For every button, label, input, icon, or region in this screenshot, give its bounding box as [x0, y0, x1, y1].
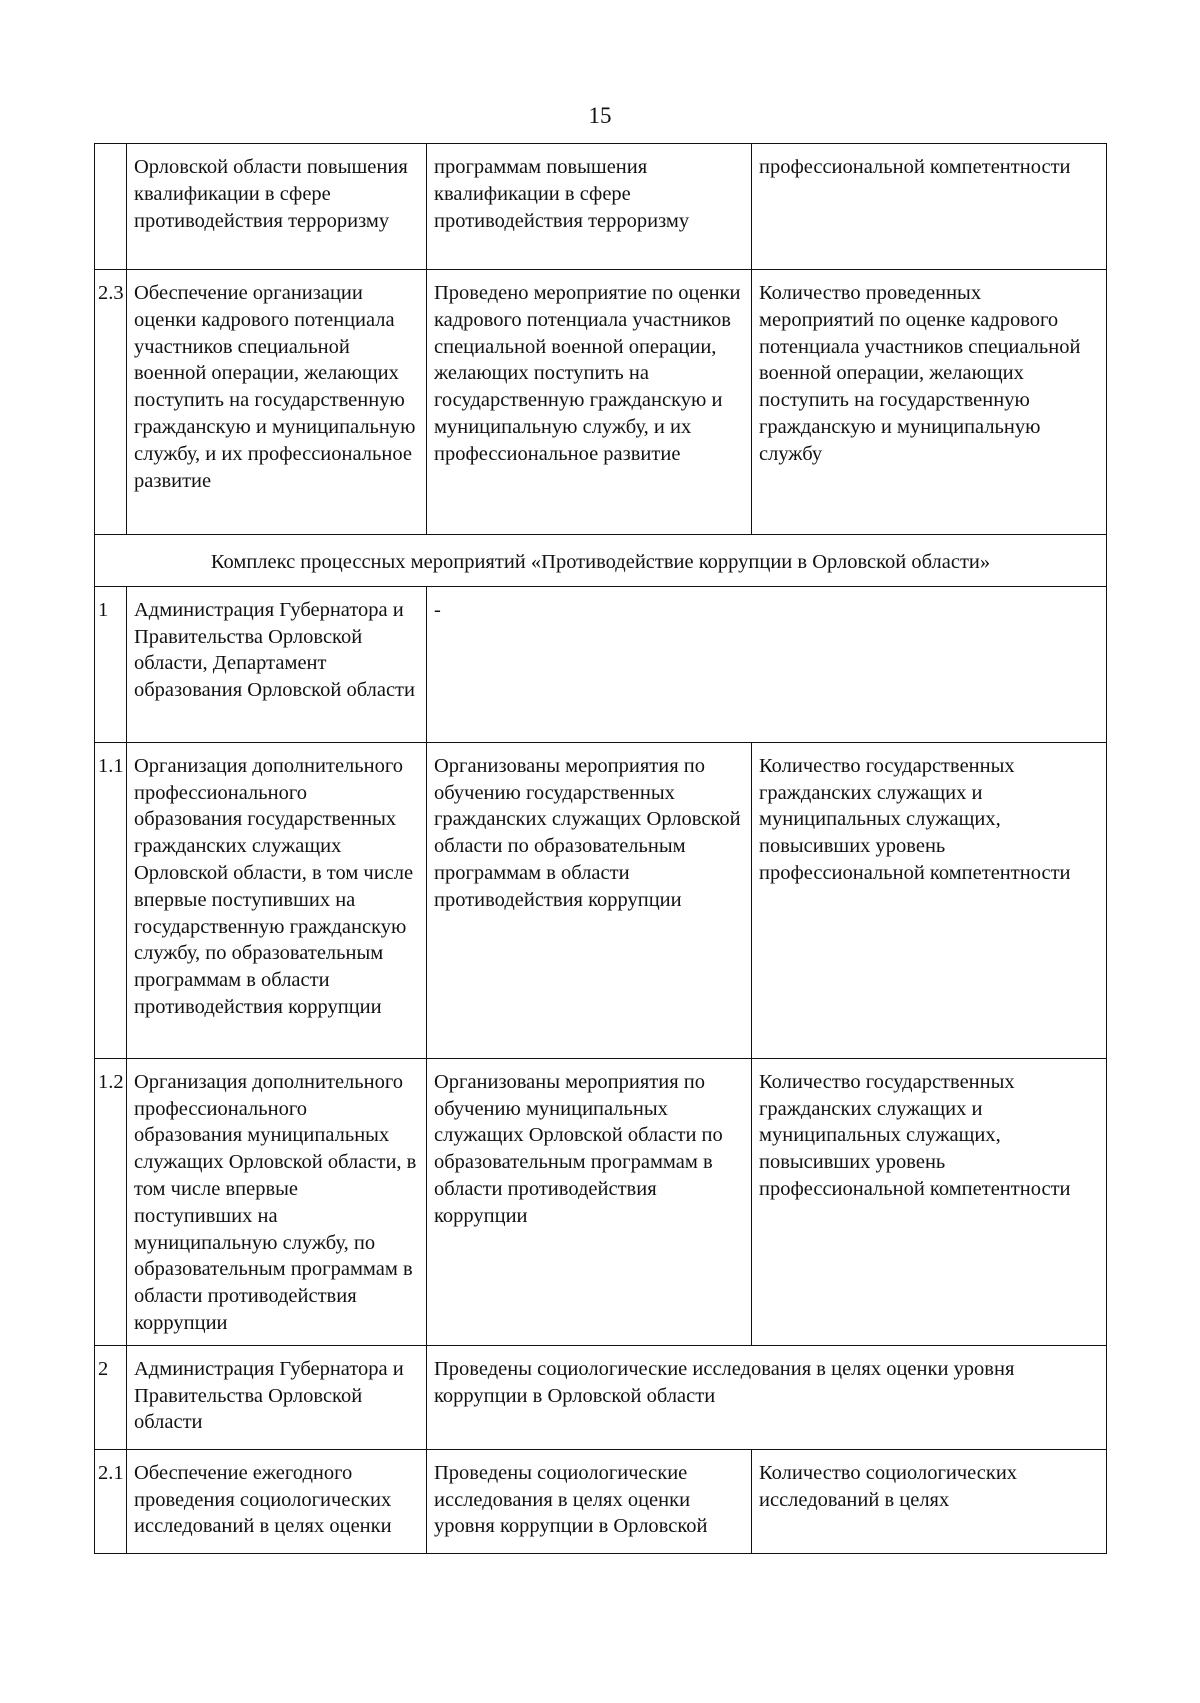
- merged-result-cell: -: [427, 586, 1107, 742]
- row-number: 1.2: [95, 1058, 127, 1345]
- table-row: [95, 1058, 1107, 1345]
- row-number: 2.3: [95, 270, 127, 535]
- activity-cell: Администрация Губернатора и Правительства Орловской области: [127, 1345, 427, 1449]
- indicator-cell: профессиональной компетентности: [752, 144, 1107, 270]
- activity-cell: Администрация Губернатора и Правительства Орловской области, Департамент образования Орловской области: [127, 586, 427, 742]
- row-number: 1.1: [95, 742, 127, 1058]
- indicator-cell: Количество социологических исследований в целях: [752, 1449, 1107, 1553]
- table-row: [95, 742, 1107, 1058]
- activity-cell: Обеспечение ежегодного проведения социологических исследований в целях оценки: [127, 1449, 427, 1553]
- measures-table: [94, 143, 1107, 1554]
- result-cell: Проведено мероприятие по оценки кадрового потенциала участников специальной военной операции, желающих поступить на государственную гражданскую и муниципальную службу, и их профессиональное развитие: [427, 270, 752, 535]
- section-row: [95, 535, 1107, 587]
- result-cell: Проведены социологические исследования в целях оценки уровня коррупции в Орловской: [427, 1449, 752, 1553]
- indicator-cell: Количество государственных гражданских служащих и муниципальных служащих, повысивших уровень профессиональной компетентности: [752, 1058, 1107, 1345]
- page-number: 15: [588, 103, 612, 128]
- row-number: 1: [95, 586, 127, 742]
- indicator-cell: Количество проведенных мероприятий по оценке кадрового потенциала участников специальной военной операции, желающих поступить на государственную гражданскую и муниципальную службу: [752, 270, 1107, 535]
- merged-result-cell: Проведены социологические исследования в целях оценки уровня коррупции в Орловской области: [427, 1345, 1107, 1449]
- row-number: [95, 144, 127, 270]
- table-row: [95, 586, 1107, 742]
- row-number: 2: [95, 1345, 127, 1449]
- row-number: 2.1: [95, 1449, 127, 1553]
- activity-cell: Обеспечение организации оценки кадрового потенциала участников специальной военной операции, желающих поступить на государственную гражданскую и муниципальную службу, и их профессиональное развитие: [127, 270, 427, 535]
- section-heading: Комплекс процессных мероприятий «Противодействие коррупции в Орловской области»: [95, 535, 1107, 587]
- result-cell: Организованы мероприятия по обучению государственных гражданских служащих Орловской области по образовательным программам в области противодействия коррупции: [427, 742, 752, 1058]
- result-cell: программам повышения квалификации в сфере противодействия терроризму: [427, 144, 752, 270]
- table-row: [95, 1449, 1107, 1553]
- indicator-cell: Количество государственных гражданских служащих и муниципальных служащих, повысивших уровень профессиональной компетентности: [752, 742, 1107, 1058]
- result-cell: Организованы мероприятия по обучению муниципальных служащих Орловской области по образовательным программам в области противодействия коррупции: [427, 1058, 752, 1345]
- table-row: [95, 270, 1107, 535]
- activity-cell: Организация дополнительного профессионального образования государственных гражданских служащих Орловской области, в том числе впервые поступивших на государственную гражданскую службу, по образовательным программам в области противодействия коррупции: [127, 742, 427, 1058]
- activity-cell: Организация дополнительного профессионального образования муниципальных служащих Орловской области, в том числе впервые поступивших на муниципальную службу, по образовательным программам в области противодействия коррупции: [127, 1058, 427, 1345]
- activity-cell: Орловской области повышения квалификации в сфере противодействия терроризму: [127, 144, 427, 270]
- table-row: [95, 144, 1107, 270]
- table-row: [95, 1345, 1107, 1449]
